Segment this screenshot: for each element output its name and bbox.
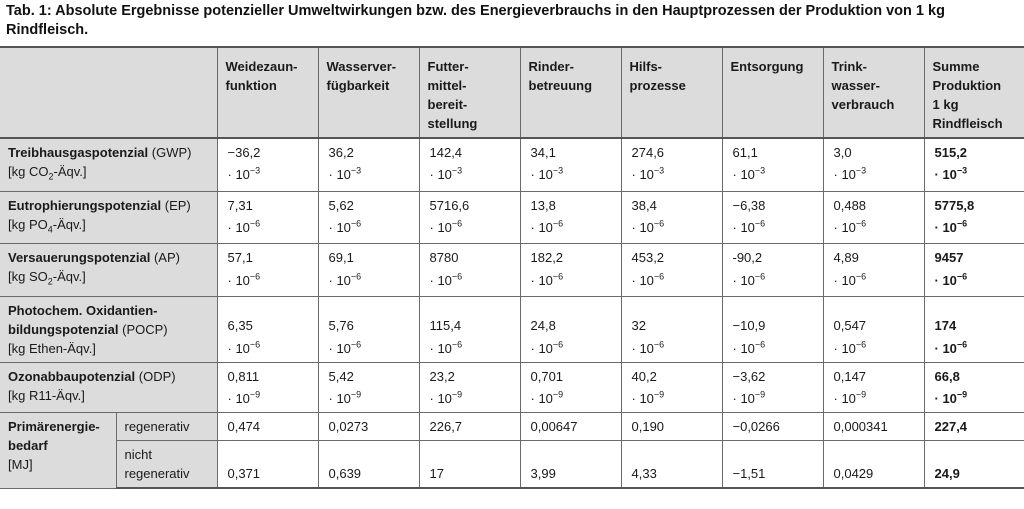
table-row [0,191,1024,244]
row-label-energy: Primärenergie- bedarf [MJ] [0,413,116,489]
cell-sum: 515,2 · $10^{-3}$ [924,138,1024,191]
cell-value: 13,8 · $10^{-6}$ [520,191,621,244]
cell-value: 4,89 · $10^{-6}$ [823,244,924,297]
header-entsorgung: Entsorgung [722,47,823,138]
cell-value: 57,1 · $10^{-6}$ [217,244,318,297]
cell-value: 0,811 · $10^{-9}$ [217,362,318,412]
header-summe: Summe Produktion 1 kg Rindfleisch [924,47,1024,138]
header-wasser: Wasserver- fügbarkeit [318,47,419,138]
header-futter: Futter- mittel- bereit- stellung [419,47,520,138]
cell-value: 5,42 · $10^{-9}$ [318,362,419,412]
cell-value: 274,6 · $10^{-3}$ [621,138,722,191]
row-label-pocp: Photochem. Oxidantien- bildungspotenzial (POCP) [kg Ethen-Äqv.] [0,296,217,362]
cell-value: 182,2 · $10^{-6}$ [520,244,621,297]
cell-sum: 24,9 [924,441,1024,489]
cell-value: 0,474 [217,413,318,441]
cell-value: −1,51 [722,441,823,489]
table-row [0,362,1024,412]
cell-value: 0,701 · $10^{-9}$ [520,362,621,412]
cell-value: 0,0429 [823,441,924,489]
header-trink: Trink- wasser- verbrauch [823,47,924,138]
cell-value: 4,33 [621,441,722,489]
cell-sum: 9457 · $10^{-6}$ [924,244,1024,297]
cell-value: 0,00647 [520,413,621,441]
cell-value: −36,2 · $10^{-3}$ [217,138,318,191]
row-label-gwp: Treibhausgaspotenzial (GWP) [kg $CO_2-Äqv$.] [0,138,217,191]
row-label-ep: Eutrophierungspotenzial (EP) [kg $PO_4-Äqv$.] [0,191,217,244]
header-weidezaun: Weidezaun- funktion [217,47,318,138]
cell-value: 5,62 · $10^{-6}$ [318,191,419,244]
header-corner [0,47,217,138]
cell-value: 115,4 · $10^{-6}$ [419,296,520,362]
cell-sum: 66,8 · $10^{-9}$ [924,362,1024,412]
cell-value: 69,1 · $10^{-6}$ [318,244,419,297]
cell-value: 0,190 [621,413,722,441]
cell-value: 17 [419,441,520,489]
cell-value: 5716,6 · $10^{-6}$ [419,191,520,244]
row-label-odp: Ozonabbaupotenzial (ODP) [kg R11-Äqv.] [0,362,217,412]
cell-sum: 174 · $10^{-6}$ [924,296,1024,362]
cell-value: 38,4 · $10^{-6}$ [621,191,722,244]
cell-value: 24,8 · $10^{-6}$ [520,296,621,362]
cell-value: 3,99 [520,441,621,489]
cell-value: 7,31 · $10^{-6}$ [217,191,318,244]
cell-value: −6,38 · $10^{-6}$ [722,191,823,244]
cell-value: 40,2 · $10^{-9}$ [621,362,722,412]
header-rinder: Rinder- betreuung [520,47,621,138]
header-hilfs: Hilfs- prozesse [621,47,722,138]
cell-sum: 5775,8 · $10^{-6}$ [924,191,1024,244]
table-row [0,296,1024,362]
cell-value: 0,000341 [823,413,924,441]
cell-value: 36,2 · $10^{-3}$ [318,138,419,191]
sub-label-regenerativ: regenerativ [116,413,217,441]
cell-value: 0,639 [318,441,419,489]
sub-label-nicht-regenerativ: nicht regenerativ [116,441,217,489]
table-row [0,441,1024,489]
cell-value: 0,147 · $10^{-9}$ [823,362,924,412]
cell-value: 0,371 [217,441,318,489]
cell-value: 61,1 · $10^{-3}$ [722,138,823,191]
table-caption: Tab. 1: Absolute Ergebnisse potenzieller Umweltwirkungen bzw. des Energieverbrauchs in den Hauptprozessen der Produktion von 1 kg Rindfleisch. [6,3,945,38]
row-label-ap: Versauerungspotenzial (AP) [kg $SO_2-Äqv$.] [0,244,217,297]
cell-value: 32 · $10^{-6}$ [621,296,722,362]
cell-value: 34,1 · $10^{-3}$ [520,138,621,191]
cell-value: 453,2 · $10^{-6}$ [621,244,722,297]
cell-value: −10,9 · $10^{-6}$ [722,296,823,362]
cell-value: −3,62 · $10^{-9}$ [722,362,823,412]
cell-sum: 227,4 [924,413,1024,441]
header-row [0,47,1024,138]
cell-value: 0,488 · $10^{-6}$ [823,191,924,244]
cell-value: 0,0273 [318,413,419,441]
cell-value: 23,2 · $10^{-9}$ [419,362,520,412]
results-table [0,46,1024,489]
table-row [0,413,1024,441]
cell-value: 142,4 · $10^{-3}$ [419,138,520,191]
cell-value: −0,0266 [722,413,823,441]
cell-value: -90,2 · $10^{-6}$ [722,244,823,297]
cell-value: 226,7 [419,413,520,441]
table-row [0,244,1024,297]
table-row [0,138,1024,191]
cell-value: 0,547 · $10^{-6}$ [823,296,924,362]
cell-value: 8780 · $10^{-6}$ [419,244,520,297]
cell-value: 3,0 · $10^{-3}$ [823,138,924,191]
cell-value: 5,76 · $10^{-6}$ [318,296,419,362]
cell-value: 6,35 · $10^{-6}$ [217,296,318,362]
